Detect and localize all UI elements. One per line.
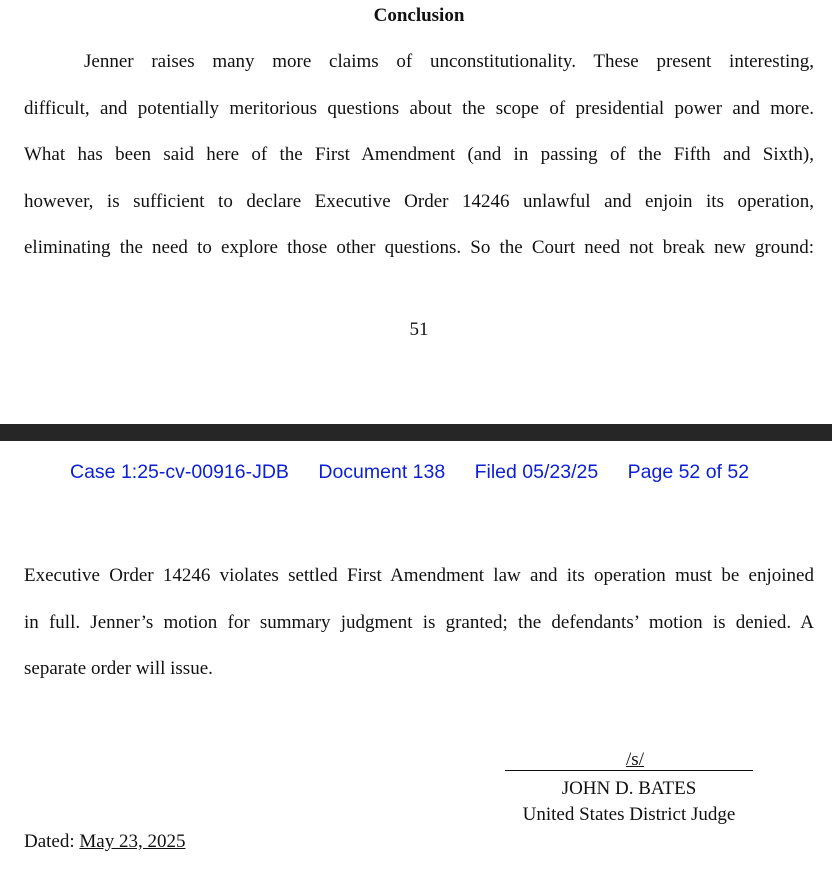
page-divider <box>0 424 832 441</box>
signature-block <box>505 748 753 828</box>
section-heading: Conclusion <box>373 5 465 26</box>
filed-date: Filed 05/23/25 <box>474 461 599 483</box>
case-header <box>70 460 749 484</box>
paragraph-line: separate order will issue. <box>24 658 213 679</box>
judge-name: JOHN D. BATES <box>561 778 697 799</box>
dated-value: May 23, 2025 <box>79 831 186 852</box>
closing-paragraph <box>24 564 814 704</box>
paragraph-line: What has been said here of the First Amendment (and in passing of the Fifth and Sixth), <box>24 144 814 165</box>
paragraph-line: Jenner raises many more claims of unconstitutionality. These present interesting, <box>84 51 814 72</box>
paragraph-line: difficult, and potentially meritorious questions about the scope of presidential power and more. <box>24 97 814 119</box>
dated-label: Dated: <box>24 831 75 852</box>
dated-line <box>24 830 185 854</box>
page-number: 51 <box>409 319 429 340</box>
judge-title: United States District Judge <box>522 804 736 825</box>
signature-mark: /s/ <box>626 749 644 770</box>
case-number: Case 1:25-cv-00916-JDB <box>70 461 289 483</box>
paragraph-line: however, is sufficient to declare Executive Order 14246 unlawful and enjoin its operation, <box>24 190 814 212</box>
document-page-51 <box>0 0 832 424</box>
document-number: Document 138 <box>318 461 446 483</box>
page-count: Page 52 of 52 <box>627 461 750 483</box>
paragraph-line: eliminating the need to explore those other questions. So the Court need not break new ground: <box>24 237 814 258</box>
signature-line <box>505 748 753 771</box>
conclusion-paragraph <box>24 50 814 283</box>
paragraph-line: in full. Jenner’s motion for summary judgment is granted; the defendants’ motion is denied. A <box>24 611 814 633</box>
paragraph-line: Executive Order 14246 violates settled First Amendment law and its operation must be enjoined <box>24 565 814 586</box>
